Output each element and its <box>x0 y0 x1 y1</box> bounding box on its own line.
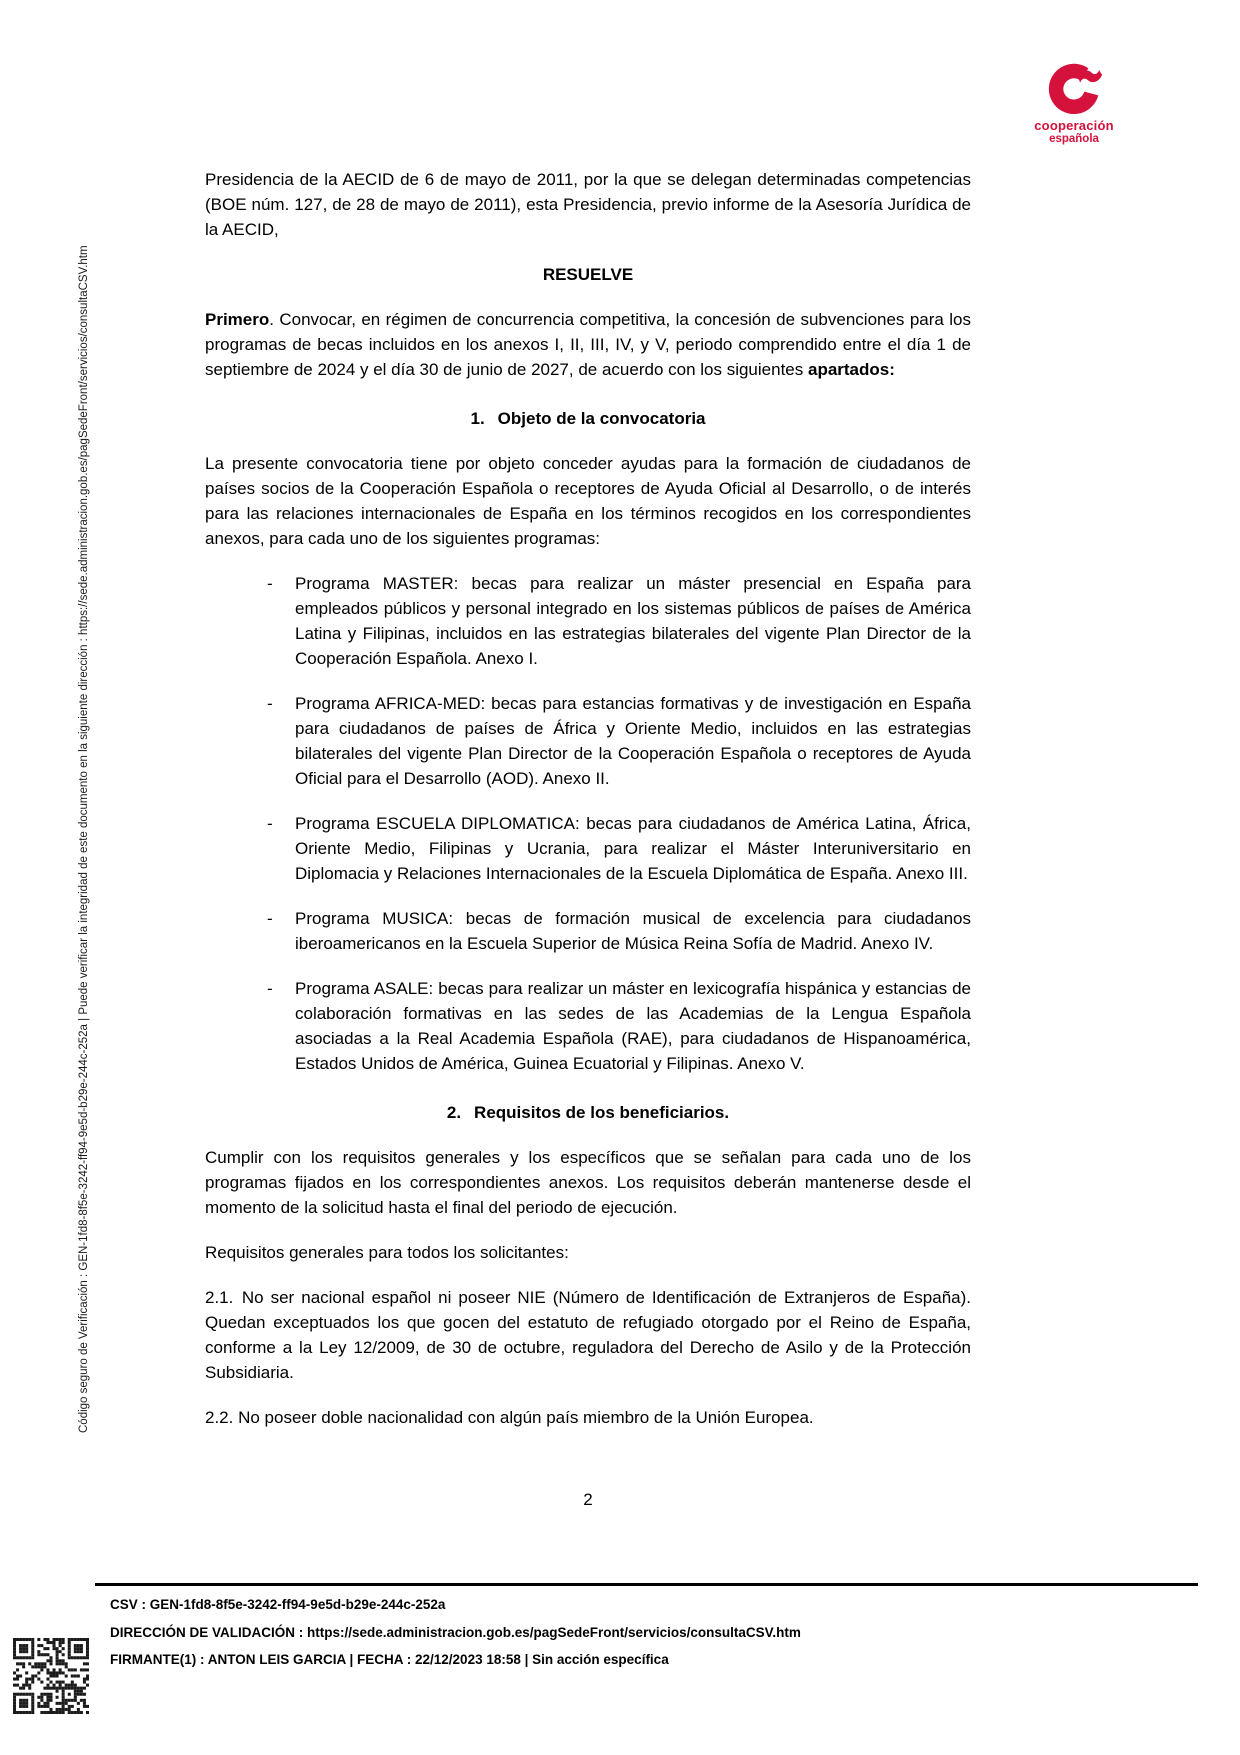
bullet-dash: - <box>267 979 273 998</box>
footer-csv: CSV : GEN-1fd8-8f5e-3242-ff94-9e5d-b29e-244c-252a <box>110 1597 446 1612</box>
footer-validation-url: DIRECCIÓN DE VALIDACIÓN : https://sede.administracion.gob.es/pagSedeFront/servicios/consultaCSV.htm <box>110 1624 801 1640</box>
cooperacion-espanola-c-icon <box>1034 58 1114 116</box>
primero-body: . Convocar, en régimen de concurrencia competitiva, la concesión de subvenciones para los programas de becas incluidos en los anexos I, II, III, IV, y V, periodo comprendido entre el día 1 de septiembre de 2024 y el día 30 de junio de 2027, de acuerdo con los siguientes <box>205 310 971 379</box>
programs-list <box>205 571 971 1076</box>
section-1-heading <box>205 406 971 431</box>
program-text: Programa MASTER: becas para realizar un máster presencial en España para empleados públicos y personal integrado en los sistemas públicos de países de América Latina y Filipinas, incluidos en las estrategias bilaterales del vigente Plan Director de la Cooperación Española. Anexo I. <box>295 574 971 668</box>
footer-signer: FIRMANTE(1) : ANTON LEIS GARCIA | FECHA : 22/12/2023 18:58 | Sin acción específica <box>110 1652 669 1667</box>
qr-code <box>13 1638 89 1714</box>
intro-paragraph: Presidencia de la AECID de 6 de mayo de 2011, por la que se delegan determinadas competencias (BOE núm. 127, de 28 de mayo de 2011), esta Presidencia, previo informe de la Asesoría Jurídica de la AECID, <box>205 170 971 239</box>
section-1-number: 1. <box>470 409 485 428</box>
program-list-item <box>205 571 971 671</box>
program-text: Programa MUSICA: becas de formación musical de excelencia para ciudadanos iberoamericanos en la Escuela Superior de Música Reina Sofía de Madrid. Anexo IV. <box>295 909 971 953</box>
verification-sidebar-text: Código seguro de Verificación : GEN-1fd8-8f5e-3242-ff94-9e5d-b29e-244c-252a | Puede verificar la integridad de este documento en la siguiente dirección : https://sede.administracion.gob.es/pagSedeFront/servicios/consultaCSV.htm <box>78 245 90 1433</box>
primero-tail: apartados: <box>807 360 895 379</box>
program-list-item <box>205 691 971 791</box>
bullet-dash: - <box>267 694 273 713</box>
program-text: Programa ESCUELA DIPLOMATICA: becas para ciudadanos de América Latina, África, Oriente Medio, Filipinas y Ucrania, para realizar el Máster Interuniversitario en Diplomacia y Relaciones Internacionales de la Escuela Diplomática de España. Anexo III. <box>295 814 971 883</box>
logo-text-line1: cooperación <box>1034 118 1114 133</box>
requirements-paragraph: Cumplir con los requisitos generales y los específicos que se señalan para cada uno de los programas fijados en los correspondientes anexos. Los requisitos deberán mantenerse desde el momento de la solicitud hasta el final del periodo de ejecución. <box>205 1148 971 1217</box>
section-2-heading <box>205 1100 971 1125</box>
logo-text-line2: española <box>1049 133 1099 145</box>
resuelve-heading: RESUELVE <box>542 265 634 284</box>
program-list-item <box>205 976 971 1076</box>
bullet-dash: - <box>267 909 273 928</box>
general-requirements-line: Requisitos generales para todos los solicitantes: <box>205 1243 569 1262</box>
document-body <box>205 0 971 1512</box>
footer-divider <box>95 1583 1198 1586</box>
primero-paragraph <box>205 307 971 382</box>
requirement-2-2: 2.2. No poseer doble nacionalidad con algún país miembro de la Unión Europea. <box>205 1408 814 1427</box>
program-list-item <box>205 906 971 956</box>
section-2-number: 2. <box>446 1103 462 1122</box>
footer-block <box>110 1591 801 1674</box>
primero-lead: Primero <box>205 310 270 329</box>
requirement-2-1: 2.1. No ser nacional español ni poseer NIE (Número de Identificación de Extranjeros de España). Quedan exceptuados los que gocen del estatuto de refugiado otorgado por el Reino de España, conforme a la Ley 12/2009, de 30 de octubre, reguladora del Derecho de Asilo y de la Protección Subsidiaria. <box>205 1288 971 1382</box>
program-text: Programa ASALE: becas para realizar un máster en lexicografía hispánica y estancias de colaboración formativas en las sedes de las Academias de la Lengua Española asociadas a la Real Academia Española (RAE), para ciudadanos de Hispanoamérica, Estados Unidos de América, Guinea Ecuatorial y Filipinas. Anexo V. <box>295 979 971 1073</box>
program-list-item <box>205 811 971 886</box>
program-text: Programa AFRICA-MED: becas para estancias formativas y de investigación en España para ciudadanos de países de África y Oriente Medio, incluidos en las estrategias bilaterales del vigente Plan Director de la Cooperación Española o receptores de Ayuda Oficial para el Desarrollo (AOD). Anexo II. <box>295 694 971 788</box>
aecid-logo <box>1034 58 1114 146</box>
page-number: 2 <box>583 1490 593 1509</box>
bullet-dash: - <box>267 574 273 593</box>
section-1-intro: La presente convocatoria tiene por objeto conceder ayudas para la formación de ciudadanos de países socios de la Cooperación Española o receptores de Ayuda Oficial al Desarrollo, o de interés para las relaciones internacionales de España en los términos recogidos en los correspondientes anexos, para cada uno de los siguientes programas: <box>205 454 971 548</box>
section-2-title: Requisitos de los beneficiarios. <box>474 1103 730 1122</box>
section-1-title: Objeto de la convocatoria <box>497 409 706 428</box>
bullet-dash: - <box>267 814 273 833</box>
